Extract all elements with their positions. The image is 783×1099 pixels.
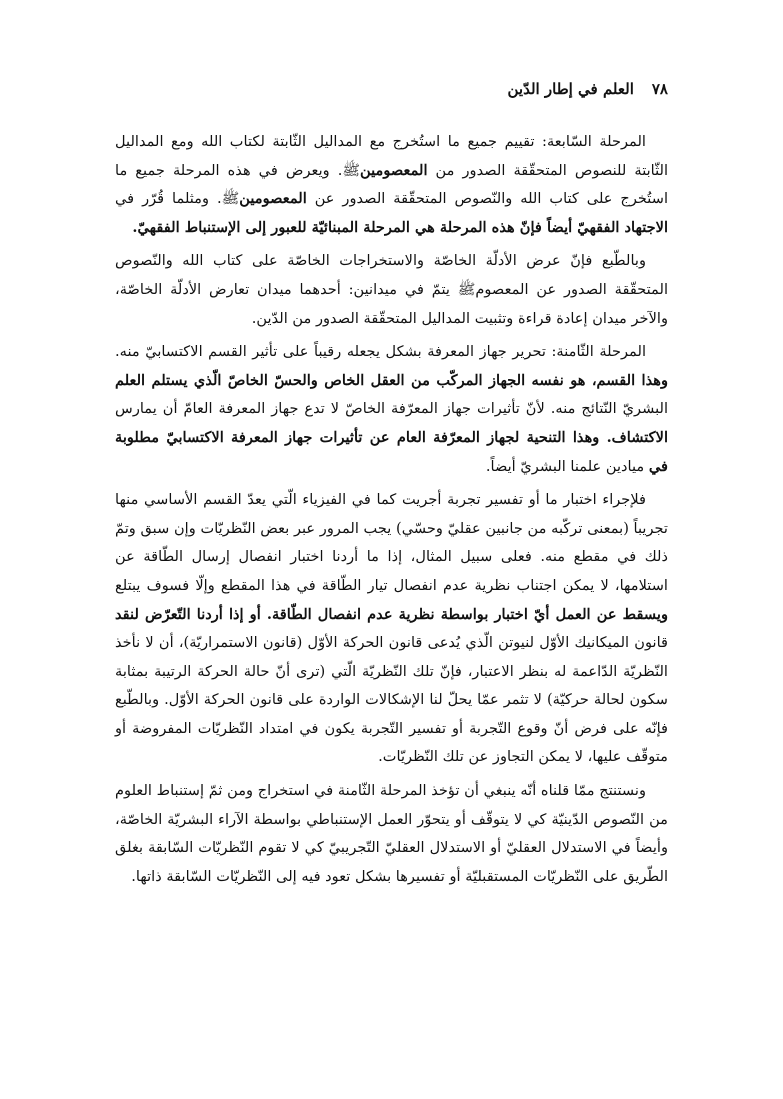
text-segment: ﷺ. ويعرض في هذه المرحلة جميع ما استُخرج على كتاب الله والنّصوص المتحقّقة الصدور عن — [115, 161, 668, 208]
text-segment: المرحلة السّابعة: تقييم جميع ما استُخرج مع المداليل الثّابتة لكتاب الله ومع المداليل الثّابتة للنصوص المتحقّقة الصدور من — [115, 133, 669, 179]
bold-segment: وهذا القسم، هو نفسه الجهاز المركّب من العقل الخاص والحسّ الخاصّ الّذي يستلم العلم — [115, 371, 668, 389]
text-segment: ميادين علمنا البشريّ أيضاً. — [485, 457, 649, 475]
paragraph-stage-eight — [115, 338, 668, 481]
bold-segment: ويسقط عن العمل أيّ اختبار بواسطة نظرية عدم انفصال الطّاقة. أو إذا أردنا التّعرّض لنقد — [115, 605, 668, 623]
text-segment: وبالطّبع فإنّ عرض الأدلّة الخاصّة والاستخراجات الخاصّة على كتاب الله والنّصوص المتحقّقة الصدور عن المعصومﷺ يتمّ في ميدانين: أحدهما ميدان تعارض الأدلّة الخاصّة، والآخر ميدان إعادة قراءة وتثبيت المداليل المتحقّقة الصدور من الدّين. — [115, 252, 668, 327]
text-segment: ﷺ. ومثلما قُرّر في — [115, 190, 240, 208]
paragraph-evidence-review — [115, 247, 668, 333]
text-segment: فلإجراء اختبار ما أو تفسير تجربة أجريت كما في الفيزياء الّتي يعدّ القسم الأساسي منها تجريباً (بمعنى تركّبه من جانبين عقليّ وحسّي) يجب المرور عبر بعض النّظريّات وإن سبق وتمّ ذلك في مقطع منه. فعلى سبيل المثال، إذا ما أردنا اختبار انفصال إرسال الطّاقة عن استلامها، لا يمكن اجتناب نظرية عدم انفصال تيار الطّاقة في هذا المقطع وإلّا فسوف يبتلع — [115, 491, 668, 594]
text-segment: قانون الميكانيك الأوّل لنيوتن الّذي يُدعى قانون الحركة الأوّل (قانون الاستمراريّة)، أن لا نأخذ النّظريّة الدّاعمة له بنظر الاعتبار، فإنّ تلك النّظريّة الّتي (ترى أنّ حالة الحركة الرتيبة بمثابة سكون لحالة حركيّة) لا تثمر عمّا يحلّ لنا الإشكالات الواردة على قانون الحركة الأوّل. وبالطّبع فإنّه على فرض أنّ وقوع التّجربة أو تفسير التّجربة يكون في امتداد النّظريّات المفروضة أو متوقّف عليها، لا يمكن التجاوز عن تلك النّظريّات. — [115, 634, 668, 766]
page-number: ٧٨ — [651, 80, 668, 98]
text-segment: ونستنتج ممّا قلناه أنّه ينبغي أن تؤخذ المرحلة الثّامنة في استخراج ومن ثمّ إستنباط العلوم من النّصوص الدّينيّة كي لا يتوقّف أو يتحوّر العمل الإستنباطي بواسطة الآراء البشريّة الخاصّة، وأيضاً في الاستدلال العقليّ أو الاستدلال العقليّ التّجريبيّ كي لا تقوم النّظريّات السّابقة بغلق الطّريق على النّظريّات المستقبليّة أو تفسيرها بشكل تعود فيه إلى النّظريّات السّابقة ذاتها. — [115, 782, 668, 885]
paragraph-conclusion — [115, 777, 668, 891]
paragraph-experiment-example — [115, 486, 668, 772]
body-text — [115, 128, 668, 891]
running-title: العلم في إطار الدّين — [507, 80, 634, 98]
bold-segment: الاجتهاد الفقهيّ أيضاً فإنّ هذه المرحلة هي المرحلة المبنائيّة للعبور إلى الإستنباط الفقهيّ. — [132, 218, 668, 236]
paragraph-stage-seven — [115, 128, 668, 242]
bold-segment: الاكتشاف. وهذا التنحية لجهاز المعرّفة العام عن تأثيرات جهاز المعرفة الاكتسابيّ مطلوبة في — [115, 428, 668, 475]
running-header — [115, 78, 668, 100]
text-segment: البشريّ النّتائج منه. لأنّ تأثيرات جهاز المعرّفة الخاصّ لا تدع جهاز المعرفة العامّ أن يمارس — [115, 400, 668, 418]
bold-segment: المعصومين — [239, 190, 307, 208]
text-segment: المرحلة الثّامنة: تحرير جهاز المعرفة بشكل يجعله رقيباً على تأثير القسم الاكتسابيّ منه. — [115, 343, 646, 361]
bold-segment: المعصومين — [360, 161, 428, 179]
